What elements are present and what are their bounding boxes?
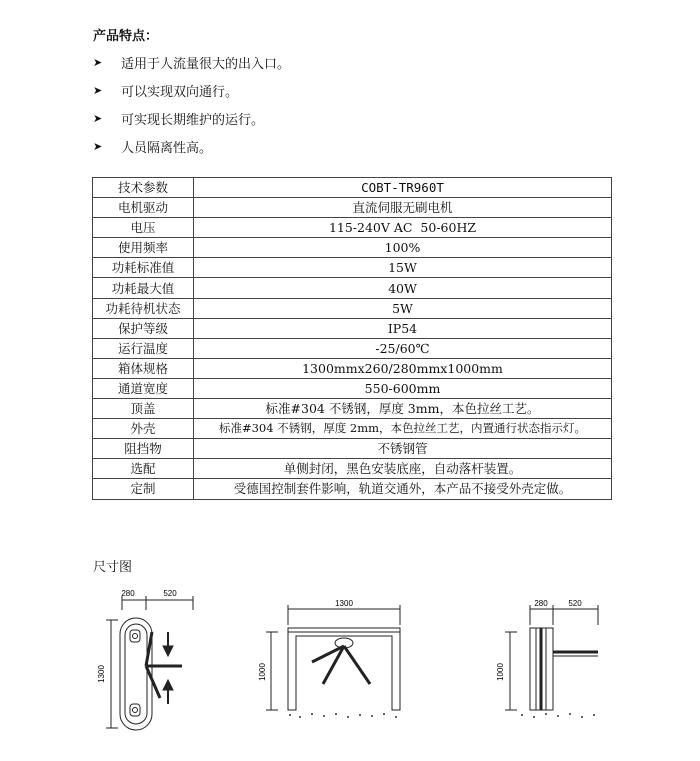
param-value: 5W (194, 298, 612, 318)
table-row (93, 358, 612, 378)
param-value: 550-600mm (194, 378, 612, 398)
param-name: 通道宽度 (93, 378, 194, 398)
feature-text: 可以实现双向通行。 (121, 85, 239, 100)
param-value: 1300mmx260/280mmx1000mm (194, 358, 612, 378)
param-name: 定制 (93, 479, 194, 499)
front-length-label: 1300 (335, 599, 353, 608)
param-value: 不锈钢管 (194, 439, 612, 459)
arrow-bullet-icon: ➤ (93, 84, 103, 97)
table-row (93, 238, 612, 258)
table-row (93, 459, 612, 479)
table-row (93, 258, 612, 278)
param-name: 选配 (93, 459, 194, 479)
table-row (93, 218, 612, 238)
param-name: 箱体规格 (93, 358, 194, 378)
spec-table (92, 177, 612, 500)
param-value: 标准#304 不锈钢，厚度 2mm，本色拉丝工艺，内置通行状态指示灯。 (194, 419, 612, 439)
param-name: 电机驱动 (93, 198, 194, 218)
ground-hatch (521, 713, 595, 718)
param-value: 标准#304 不锈钢，厚度 3mm，本色拉丝工艺。 (194, 399, 612, 419)
arrow-bullet-icon: ➤ (93, 56, 103, 69)
param-name: 功耗最大值 (93, 278, 194, 298)
table-row (93, 338, 612, 358)
list-item (93, 53, 290, 72)
param-name: 阻挡物 (93, 439, 194, 459)
param-name: 顶盖 (93, 399, 194, 419)
header-model: COBT-TR960T (194, 178, 612, 198)
header-param: 技术参数 (93, 178, 194, 198)
feature-text: 适用于人流量很大的出入口。 (121, 57, 291, 72)
table-row (93, 278, 612, 298)
top-length-label: 1300 (97, 665, 106, 683)
list-item (93, 109, 264, 128)
table-row (93, 198, 612, 218)
list-item (93, 137, 212, 156)
param-name: 功耗标准值 (93, 258, 194, 278)
param-value: 40W (194, 278, 612, 298)
param-name: 保护等级 (93, 318, 194, 338)
feature-text: 人员隔离性高。 (121, 141, 213, 156)
arrow-bullet-icon: ➤ (93, 140, 103, 153)
top-width-a-label: 280 (121, 589, 135, 598)
side-width-a-label: 280 (534, 599, 548, 608)
param-name: 电压 (93, 218, 194, 238)
param-value: 受德国控制套件影响，轨道交通外，本产品不接受外壳定做。 (194, 479, 612, 499)
front-view-drawing (266, 605, 400, 710)
table-row (93, 439, 612, 459)
table-row (93, 298, 612, 318)
arrow-bullet-icon: ➤ (93, 112, 103, 125)
dimensions-heading: 尺寸图 (93, 560, 133, 575)
list-item (93, 81, 238, 100)
ground-hatch (289, 713, 397, 718)
param-name: 外壳 (93, 419, 194, 439)
table-row (93, 419, 612, 439)
top-width-b-label: 520 (163, 589, 177, 598)
param-value: 100% (194, 238, 612, 258)
param-name: 运行温度 (93, 338, 194, 358)
param-value: 115-240V AC 50-60HZ (194, 218, 612, 238)
param-value: 单侧封闭，黑色安装底座，自动落杆装置。 (194, 459, 612, 479)
param-value: -25/60℃ (194, 338, 612, 358)
side-height-label: 1000 (496, 663, 505, 681)
front-height-label: 1000 (258, 663, 267, 681)
param-name: 使用频率 (93, 238, 194, 258)
param-value: 15W (194, 258, 612, 278)
table-row (93, 318, 612, 338)
param-value: 直流伺服无刷电机 (194, 198, 612, 218)
side-width-b-label: 520 (568, 599, 582, 608)
features-heading: 产品特点： (93, 29, 159, 44)
table-row (93, 479, 612, 499)
param-value: IP54 (194, 318, 612, 338)
table-row (93, 399, 612, 419)
table-header-row (93, 178, 612, 198)
feature-text: 可实现长期维护的运行。 (121, 113, 265, 128)
dimension-drawings (0, 580, 700, 761)
top-view-drawing (106, 596, 193, 730)
param-name: 功耗待机状态 (93, 298, 194, 318)
side-view-drawing (505, 605, 598, 710)
table-row (93, 378, 612, 398)
